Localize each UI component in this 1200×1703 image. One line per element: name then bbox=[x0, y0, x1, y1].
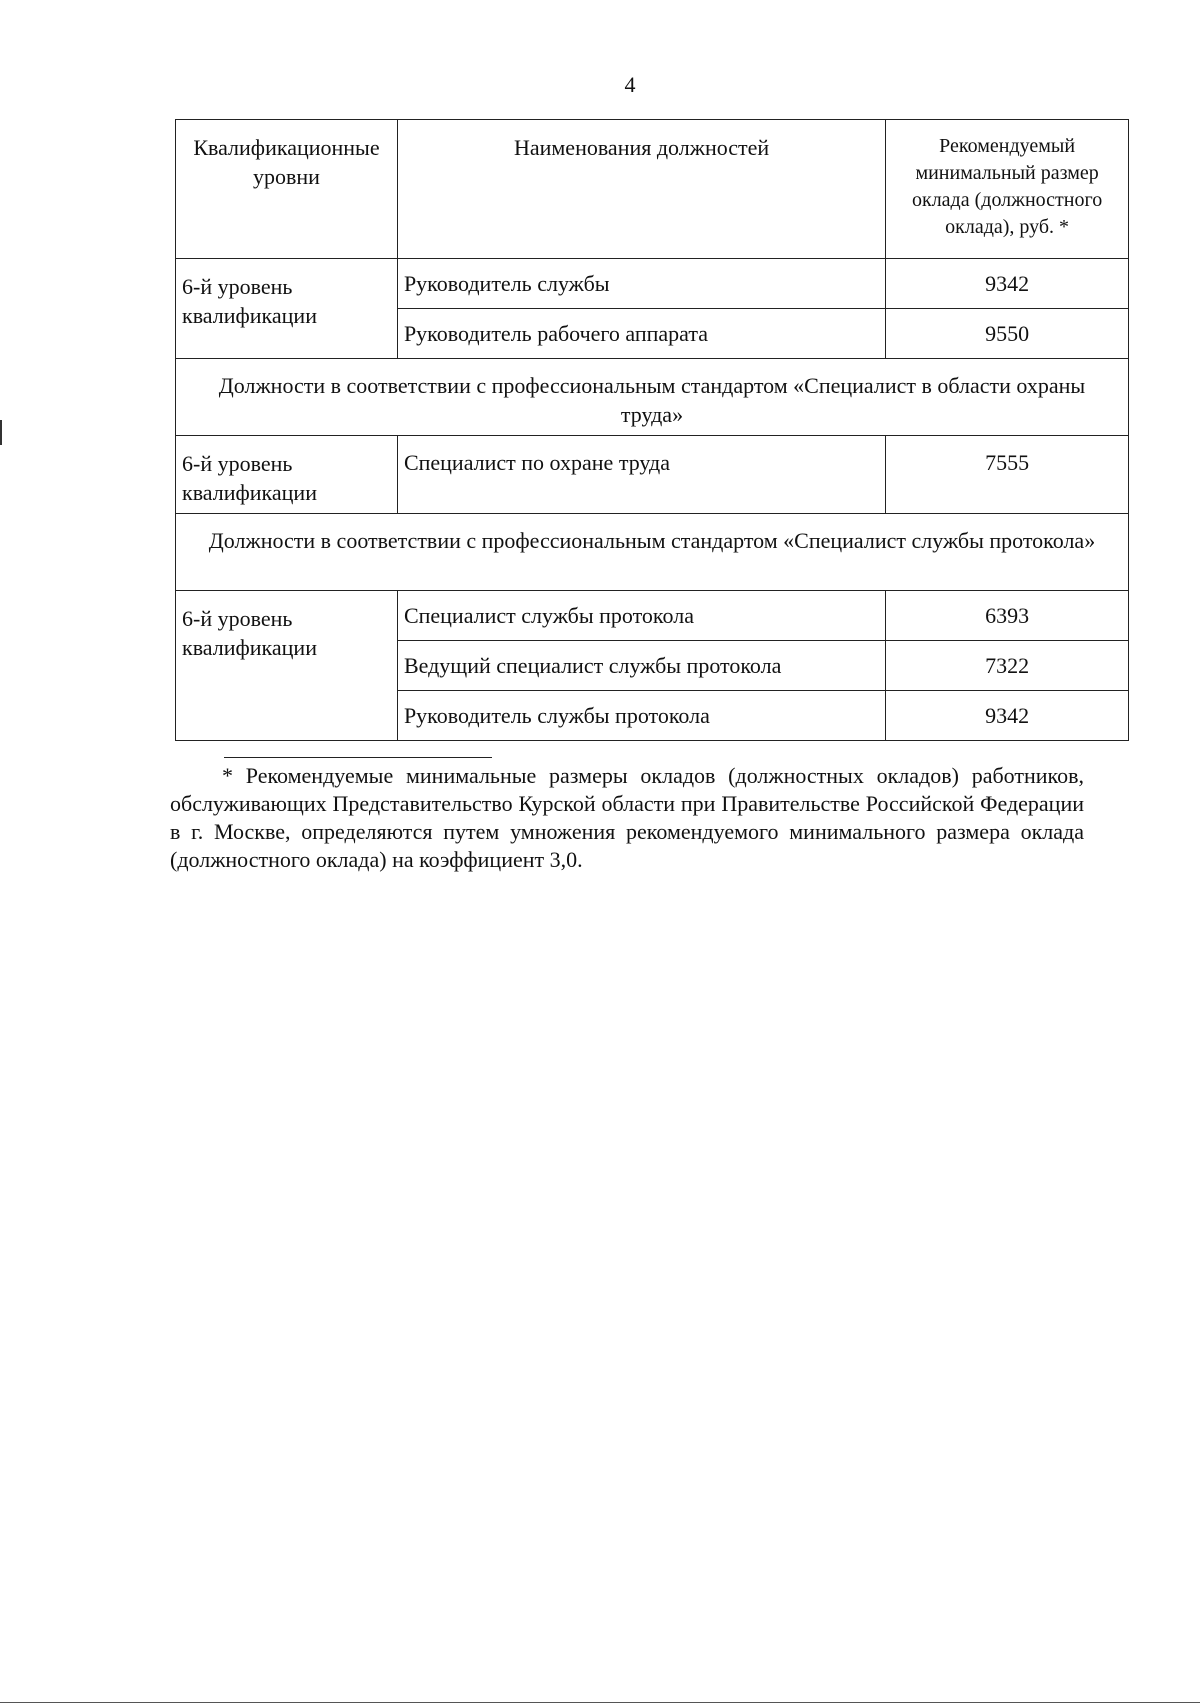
header-salary: Рекомендуемый минимальный размер оклада (должностного оклада), руб. * bbox=[886, 120, 1129, 259]
level-cell: 6-й уровень квалификации bbox=[176, 259, 398, 359]
salary-cell: 7322 bbox=[886, 641, 1129, 691]
section-title: Должности в соответствии с профессиональным стандартом «Специалист в области охраны труда» bbox=[176, 359, 1129, 436]
header-positions: Наименования должностей bbox=[397, 120, 885, 259]
table-row bbox=[176, 259, 1129, 309]
table-row bbox=[176, 436, 1129, 514]
section-row bbox=[176, 359, 1129, 436]
position-cell: Руководитель рабочего аппарата bbox=[397, 309, 885, 359]
salary-cell: 6393 bbox=[886, 591, 1129, 641]
level-cell: 6-й уровень квалификации bbox=[176, 591, 398, 741]
table-header-row bbox=[176, 120, 1129, 259]
section-title: Должности в соответствии с профессиональным стандартом «Специалист службы протокола» bbox=[176, 514, 1129, 591]
level-cell: 6-й уровень квалификации bbox=[176, 436, 398, 514]
salary-cell: 9550 bbox=[886, 309, 1129, 359]
position-cell: Специалист по охране труда bbox=[397, 436, 885, 514]
salary-table bbox=[175, 119, 1129, 741]
page-number: 4 bbox=[624, 72, 636, 97]
footnote: * Рекомендуемые минимальные размеры окладов (должностных окладов) работников, обслуживающих Представительство Курской области при Правительстве Российской Федерации в г. Москве, определяются путем умножения рекомендуемого минимального размера оклада (должностного оклада) на коэффициент 3,0. bbox=[170, 763, 1084, 872]
position-cell: Специалист службы протокола bbox=[397, 591, 885, 641]
position-cell: Ведущий специалист службы протокола bbox=[397, 641, 885, 691]
salary-cell: 9342 bbox=[886, 691, 1129, 741]
salary-cell: 7555 bbox=[886, 436, 1129, 514]
salary-cell: 9342 bbox=[886, 259, 1129, 309]
header-levels: Квалификационные уровни bbox=[176, 120, 398, 259]
section-row bbox=[176, 514, 1129, 591]
table-row bbox=[176, 591, 1129, 641]
position-cell: Руководитель службы bbox=[397, 259, 885, 309]
scan-margin-mark bbox=[0, 420, 2, 445]
footnote-separator bbox=[224, 757, 492, 758]
position-cell: Руководитель службы протокола bbox=[397, 691, 885, 741]
